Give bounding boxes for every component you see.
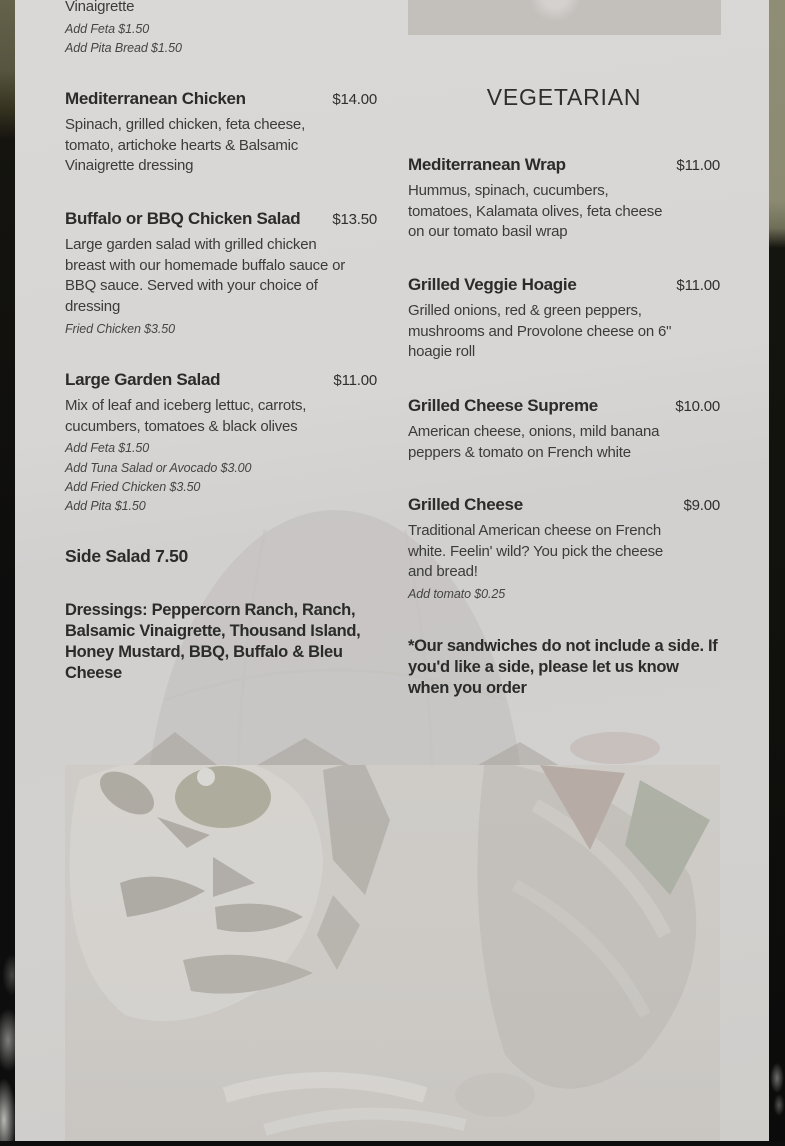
- item-description: Large garden salad with grilled chicken breast with our homemade buffalo sauce or BBQ sauce. Served with your choice of dressing: [65, 236, 346, 316]
- menu-item: [65, 209, 377, 339]
- item-name: Grilled Veggie Hoagie: [408, 275, 577, 294]
- addon-line: Add Pita $1.50: [65, 499, 146, 514]
- item-name: Side Salad 7.50: [65, 546, 188, 566]
- item-price: $10.00: [675, 398, 720, 415]
- background-photo-right-edge: [769, 0, 785, 1141]
- item-price: $13.50: [332, 211, 377, 228]
- menu-column-right: [408, 0, 720, 1141]
- item-description: Hummus, spinach, cucumbers, tomatoes, Kalamata olives, feta cheese on our tomato basil wrap: [408, 182, 663, 241]
- item-name: Mediterranean Wrap: [408, 155, 566, 174]
- item-description: Traditional American cheese on French white. Feelin' wild? You pick the cheese and bread!: [408, 522, 664, 581]
- item-addons: [408, 585, 720, 604]
- item-addons: [65, 320, 377, 339]
- addon-line: Add Feta $1.50: [65, 21, 150, 36]
- addon-line: Add tomato $0.25: [408, 587, 506, 602]
- item-addons: [65, 20, 377, 58]
- item-name: Grilled Cheese Supreme: [408, 396, 598, 415]
- item-name: Large Garden Salad: [65, 370, 221, 389]
- item-price: $11.00: [676, 277, 720, 294]
- menu-item: [408, 495, 720, 604]
- item-price: $11.00: [676, 157, 720, 174]
- item-name: Buffalo or BBQ Chicken Salad: [65, 209, 301, 228]
- addon-line: Add Fried Chicken $3.50: [65, 479, 201, 494]
- item-name: Grilled Cheese: [408, 495, 523, 514]
- side-salad-heading: [65, 547, 377, 567]
- item-description: Mix of leaf and iceberg lettuc, carrots, cucumbers, tomatoes & black olives: [65, 397, 307, 435]
- background-photo-left-edge: [0, 0, 15, 1141]
- item-description: Vinaigrette: [65, 0, 135, 15]
- menu-item: [65, 89, 377, 177]
- menu-item: [408, 275, 720, 363]
- item-description: American cheese, onions, mild banana peppers & tomato on French white: [408, 423, 660, 461]
- menu-item-partial: [65, 0, 377, 58]
- addon-line: Fried Chicken $3.50: [65, 321, 175, 336]
- item-description: Grilled onions, red & green peppers, mushrooms and Provolone cheese on 6" hoagie roll: [408, 302, 672, 361]
- addon-line: Add Feta $1.50: [65, 441, 150, 456]
- section-title-vegetarian: VEGETARIAN: [486, 84, 642, 110]
- item-price: $9.00: [683, 497, 720, 514]
- item-name: Mediterranean Chicken: [65, 89, 246, 108]
- sandwich-side-note: *Our sandwiches do not include a side. If you'd like a side, please let us know when you order: [408, 637, 718, 697]
- menu-item: [408, 396, 720, 463]
- menu-column-left: [65, 0, 377, 1141]
- item-price: $14.00: [332, 91, 377, 108]
- item-price: $11.00: [333, 372, 377, 389]
- item-addons: [65, 439, 377, 516]
- dressings-note: Dressings: Peppercorn Ranch, Ranch, Balsamic Vinaigrette, Thousand Island, Honey Mustard, BBQ, Buffalo & Bleu Cheese: [65, 601, 361, 682]
- addon-line: Add Pita Bread $1.50: [65, 40, 182, 55]
- item-description: Spinach, grilled chicken, feta cheese, tomato, artichoke hearts & Balsamic Vinaigrette dressing: [65, 116, 306, 175]
- menu-item: [408, 155, 720, 243]
- menu-item: [65, 370, 377, 516]
- addon-line: Add Tuna Salad or Avocado $3.00: [65, 460, 252, 475]
